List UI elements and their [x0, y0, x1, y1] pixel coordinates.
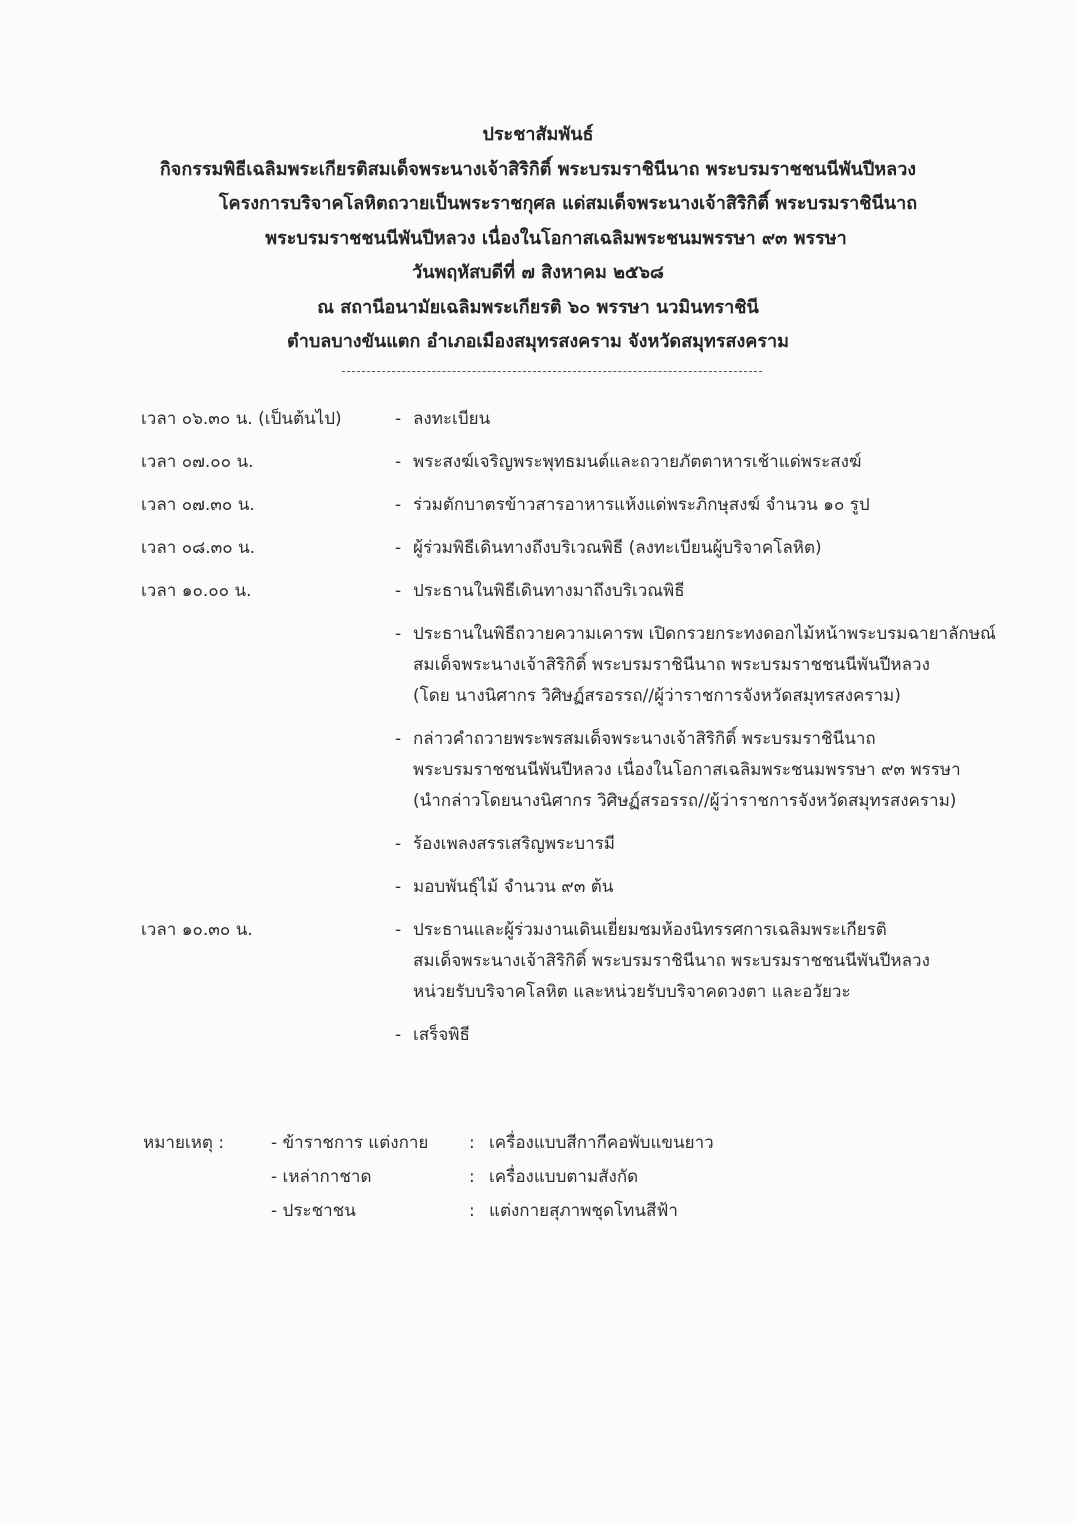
remarks-group: - ข้าราชการ แต่งกาย	[271, 1133, 429, 1153]
bullet-dash: -	[395, 495, 402, 515]
activity-line: (โดย นางนิศากร วิศิษฏ์สรอรรถ//ผู้ว่าราชการจังหวัดสมุทรสงคราม)	[413, 686, 901, 706]
remarks-colon: :	[469, 1133, 475, 1153]
header-address-line: ตำบลบางขันแตก อำเภอเมืองสมุทรสงคราม จังหวัดสมุทรสงคราม	[287, 331, 789, 352]
header-occasion-line: พระบรมราชชนนีพันปีหลวง เนื่องในโอกาสเฉลิมพระชนมพรรษา ๙๓ พรรษา	[265, 227, 847, 249]
activity-item	[395, 1020, 981, 1051]
remarks-group: - เหล่ากาชาด	[271, 1167, 372, 1187]
remarks-row	[143, 1126, 714, 1160]
remarks-dress: แต่งกายสุภาพชุดโทนสีฟ้า	[489, 1201, 678, 1221]
schedule-row	[141, 915, 981, 1063]
remarks-label-spacer	[143, 1160, 271, 1194]
activity-item	[395, 447, 981, 478]
header-divider	[342, 371, 762, 372]
bullet-dash: -	[395, 877, 402, 897]
activity-line: ลงทะเบียน	[413, 409, 491, 429]
bullet-dash: -	[395, 409, 402, 429]
remarks-colon: :	[469, 1167, 475, 1187]
bullet-dash: -	[395, 452, 402, 472]
activity-line: หน่วยรับบริจาคโลหิต และหน่วยรับบริจาคดวงตา และอวัยวะ	[413, 982, 851, 1002]
schedule-row	[141, 576, 996, 915]
bullet-dash: -	[395, 834, 402, 854]
remarks-row	[143, 1194, 714, 1228]
activity-line: ร้องเพลงสรรเสริญพระบารมี	[413, 834, 615, 854]
remarks-group: - ประชาชน	[271, 1201, 356, 1221]
schedule-activities	[395, 576, 996, 915]
remarks-colon: :	[469, 1201, 475, 1221]
activity-line: สมเด็จพระนางเจ้าสิริกิติ์ พระบรมราชินีนาถ พระบรมราชชนนีพันปีหลวง	[413, 655, 930, 675]
activity-item	[395, 404, 981, 435]
activity-line: กล่าวคำถวายพระพรสมเด็จพระนางเจ้าสิริกิติ์ พระบรมราชินีนาถ	[413, 729, 876, 749]
schedule-row	[141, 404, 981, 447]
remarks-row	[143, 1160, 714, 1194]
activity-item	[395, 915, 981, 1008]
header-date-line: วันพฤหัสบดีที่ ๗ สิงหาคม ๒๕๖๘	[412, 262, 664, 283]
activity-line: (นำกล่าวโดยนางนิศากร วิศิษฏ์สรอรรถ//ผู้ว่าราชการจังหวัดสมุทรสงคราม)	[413, 791, 957, 811]
activity-item	[395, 619, 996, 712]
bullet-dash: -	[395, 729, 402, 749]
bullet-dash: -	[395, 1025, 402, 1045]
schedule-row	[141, 447, 981, 490]
activity-item	[395, 533, 981, 564]
activity-line: ประธานในพิธีถวายความเคารพ เปิดกรวยกระทงดอกไม้หน้าพระบรมฉายาลักษณ์	[413, 624, 996, 644]
activity-item	[395, 724, 996, 817]
header-venue-line: ณ สถานีอนามัยเฉลิมพระเกียรติ ๖๐ พรรษา นวมินทราชินี	[317, 296, 759, 318]
remarks-label-spacer	[143, 1194, 271, 1228]
activity-item	[395, 490, 981, 521]
schedule-time: เวลา ๑๐.๓๐ น.	[141, 920, 253, 940]
activity-line: มอบพันธุ์ไม้ จำนวน ๙๓ ต้น	[413, 877, 614, 897]
activity-item	[395, 576, 996, 607]
remarks-dress: เครื่องแบบสีกากีคอพับแขนยาว	[489, 1133, 714, 1153]
activity-line: ประธานและผู้ร่วมงานเดินเยี่ยมชมห้องนิทรรศการเฉลิมพระเกียรติ	[413, 920, 887, 940]
schedule-time: เวลา ๑๐.๐๐ น.	[141, 581, 252, 601]
activity-line: สมเด็จพระนางเจ้าสิริกิติ์ พระบรมราชินีนาถ พระบรมราชชนนีพันปีหลวง	[413, 951, 930, 971]
bullet-dash: -	[395, 538, 402, 558]
activity-item	[395, 829, 996, 860]
schedule-activities	[395, 447, 981, 490]
activity-line: พระสงฆ์เจริญพระพุทธมนต์และถวายภัตตาหารเช้าแด่พระสงฆ์	[413, 452, 862, 472]
schedule	[141, 404, 996, 1063]
activity-line: พระบรมราชชนนีพันปีหลวง เนื่องในโอกาสเฉลิมพระชนมพรรษา ๙๓ พรรษา	[413, 760, 961, 780]
bullet-dash: -	[395, 581, 402, 601]
activity-line: ประธานในพิธีเดินทางมาถึงบริเวณพิธี	[413, 581, 685, 601]
schedule-time: เวลา ๐๘.๓๐ น.	[141, 538, 256, 558]
schedule-activities	[395, 915, 981, 1063]
schedule-activities	[395, 404, 981, 447]
activity-item	[395, 872, 996, 903]
activity-line: ร่วมตักบาตรข้าวสารอาหารแห้งแด่พระภิกษุสงฆ์ จำนวน ๑๐ รูป	[413, 495, 870, 515]
schedule-activities	[395, 533, 981, 576]
activity-line: ผู้ร่วมพิธีเดินทางถึงบริเวณพิธี (ลงทะเบียนผู้บริจาคโลหิต)	[413, 538, 822, 558]
remarks-label: หมายเหตุ :	[143, 1133, 225, 1153]
document-header	[0, 118, 1076, 360]
schedule-activities	[395, 490, 981, 533]
header-project-line: โครงการบริจาคโลหิตถวายเป็นพระราชกุศล แด่สมเด็จพระนางเจ้าสิริกิติ์ พระบรมราชินีนาถ	[218, 193, 918, 214]
header-event-line: กิจกรรมพิธีเฉลิมพระเกียรติสมเด็จพระนางเจ้าสิริกิติ์ พระบรมราชินีนาถ พระบรมราชชนนีพันปีหลวง	[159, 158, 917, 180]
schedule-row	[141, 490, 981, 533]
schedule-row	[141, 533, 981, 576]
schedule-time: เวลา ๐๗.๐๐ น.	[141, 452, 254, 472]
activity-line: เสร็จพิธี	[413, 1025, 470, 1045]
bullet-dash: -	[395, 920, 402, 940]
remarks	[143, 1126, 714, 1228]
remarks-dress: เครื่องแบบตามสังกัด	[489, 1167, 639, 1187]
header-title: ประชาสัมพันธ์	[482, 124, 594, 145]
bullet-dash: -	[395, 624, 402, 644]
schedule-time: เวลา ๐๗.๓๐ น.	[141, 495, 255, 515]
schedule-time: เวลา ๐๖.๓๐ น. (เป็นต้นไป)	[141, 409, 342, 429]
